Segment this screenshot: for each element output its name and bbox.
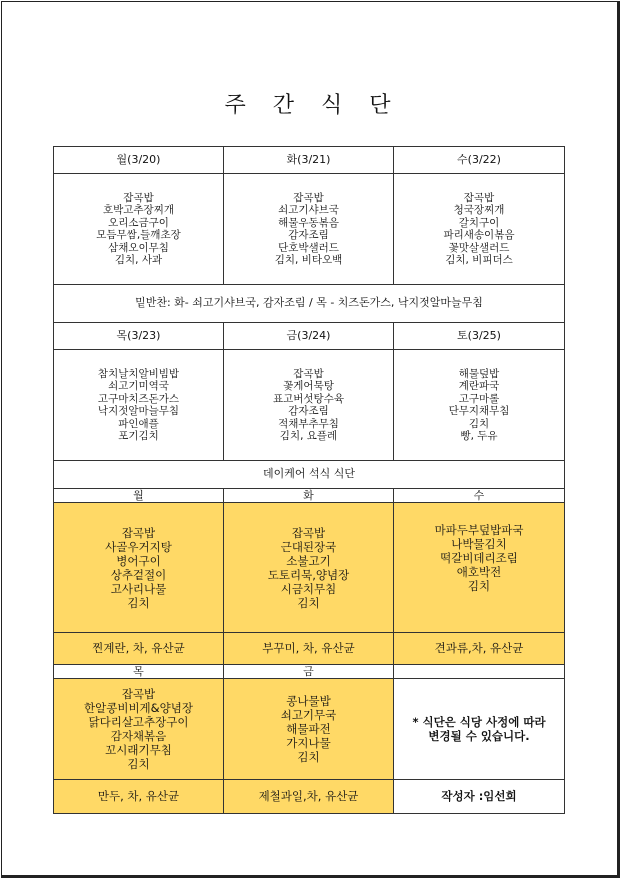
menu-item: 감자조림 <box>288 405 329 417</box>
day-header-tue: 화(3/21) <box>224 147 394 174</box>
menu-item: 쇠고기미역국 <box>108 380 169 392</box>
daycare-menu-wed <box>394 503 565 633</box>
menu-item: 고구마롤 <box>458 392 500 405</box>
daycare-header-empty <box>394 665 565 679</box>
menu-item: 쇠고기샤브국 <box>278 204 339 216</box>
menu-item: 근대된장국 <box>280 539 337 554</box>
daycare-menu-thu <box>54 679 224 780</box>
menu-item: 김치, 비타오백 <box>274 254 343 266</box>
menu-item: 김치 <box>127 757 150 771</box>
page-title: 주 간 식 단 <box>224 93 401 118</box>
daycare-snack-thu: 만두, 차, 유산균 <box>54 780 224 814</box>
daycare-snack-tue: 부꾸미, 차, 유산균 <box>224 633 394 665</box>
menu-cell-wed <box>394 174 565 285</box>
day-header-wed: 수(3/22) <box>394 147 565 174</box>
menu-item: 김치, 요플레 <box>279 430 338 442</box>
daycare-header-mon: 월 <box>54 489 224 503</box>
menu-table <box>53 146 565 814</box>
day-header-thu: 목(3/23) <box>54 323 224 350</box>
menu-item: 파리새송이볶음 <box>443 229 515 241</box>
menu-item: 해물덮밥 <box>458 367 500 380</box>
menu-item: 표고버섯탕수육 <box>272 392 344 405</box>
menu-item: 나박물김치 <box>451 537 507 551</box>
menu-item: 김치 <box>127 595 150 610</box>
menu-change-notice <box>394 679 565 780</box>
menu-item: 잡곡밥 <box>293 367 324 380</box>
menu-item: 사골우거지탕 <box>105 539 172 554</box>
menu-item: 꼬시래기무침 <box>105 743 172 757</box>
menu-item: 포기김치 <box>118 430 159 442</box>
menu-item: 삼채오이무침 <box>108 241 169 254</box>
day-header-sat: 토(3/25) <box>394 323 565 350</box>
daycare-menu-tue <box>224 503 394 633</box>
menu-item: 감자채볶음 <box>110 729 167 743</box>
menu-item: 갈치구이 <box>458 216 500 229</box>
menu-item: 감자조림 <box>288 229 329 241</box>
menu-item: 참치날치알비빔밥 <box>97 367 180 380</box>
menu-item: 김치, 사과 <box>114 254 163 266</box>
menu-cell-fri <box>224 350 394 461</box>
day-header-fri: 금(3/24) <box>224 323 394 350</box>
daycare-menu-mon <box>54 503 224 633</box>
menu-item: 김치, 비피더스 <box>445 254 513 266</box>
menu-item: 쇠고기무국 <box>280 708 337 722</box>
menu-cell-thu <box>54 350 224 461</box>
menu-item: 병어구이 <box>116 553 161 568</box>
menu-item: 단호박샐러드 <box>278 241 339 254</box>
menu-item: 모듬무쌈,들깨초장 <box>96 229 181 241</box>
menu-item: 호박고추장찌개 <box>102 204 174 216</box>
menu-item: 소불고기 <box>286 553 331 568</box>
daycare-snack-wed: 견과류,차, 유산균 <box>394 633 565 665</box>
menu-item: 김치 <box>468 417 490 430</box>
menu-item: 고구마치즈돈가스 <box>97 392 180 405</box>
menu-item: 한알콩비비게&양념장 <box>84 701 193 715</box>
menu-item: 콩나물밥 <box>286 694 331 708</box>
menu-item: 도토리묵,양념장 <box>267 567 350 582</box>
menu-item: 마파두부덮밥파국 <box>434 523 524 537</box>
daycare-title: 데이케어 석식 식단 <box>54 461 565 489</box>
menu-item: 빵, 두유 <box>460 430 498 442</box>
daycare-snack-fri: 제철과일,차, 유산균 <box>224 780 394 814</box>
menu-item: 해물우동볶음 <box>278 216 339 229</box>
menu-item: 애호박전 <box>456 565 502 579</box>
menu-item: 김치 <box>297 595 320 610</box>
menu-cell-mon <box>54 174 224 285</box>
menu-item: 잡곡밥 <box>291 525 326 540</box>
menu-item: 변경될 수 있습니다. <box>428 729 530 743</box>
menu-item: 김치 <box>297 750 320 764</box>
daycare-header-fri: 금 <box>224 665 394 679</box>
menu-item: 해물파전 <box>286 722 331 736</box>
menu-item: * 식단은 식당 사정에 따라 <box>412 715 546 729</box>
author-label: 작성자 :임선희 <box>394 780 565 814</box>
day-header-mon: 월(3/20) <box>54 147 224 174</box>
menu-item: 김치 <box>467 579 491 593</box>
menu-item: 잡곡밥 <box>463 191 495 204</box>
menu-item: 청국장찌개 <box>453 204 505 216</box>
menu-item: 잡곡밥 <box>123 191 154 204</box>
menu-item: 가지나물 <box>286 736 331 750</box>
menu-item: 오리소금구이 <box>108 216 169 229</box>
menu-item: 꽃맛살샐러드 <box>448 241 510 254</box>
menu-item: 시금치무침 <box>280 581 337 596</box>
daycare-header-thu: 목 <box>54 665 224 679</box>
daycare-header-tue: 화 <box>224 489 394 503</box>
menu-item: 적채부추무침 <box>278 417 339 430</box>
menu-item: 잡곡밥 <box>121 687 156 701</box>
menu-item: 닭다리살고추장구이 <box>88 715 189 729</box>
daycare-menu-fri <box>224 679 394 780</box>
menu-item: 떡갈비데리조림 <box>440 551 518 565</box>
menu-item: 고사리나물 <box>110 581 167 596</box>
menu-item: 잡곡밥 <box>121 525 156 540</box>
menu-cell-sat <box>394 350 565 461</box>
menu-item: 잡곡밥 <box>293 191 324 204</box>
menu-item: 단무지채무침 <box>448 405 510 417</box>
menu-item: 꽃게어묵탕 <box>283 380 334 392</box>
menu-item: 파인애플 <box>118 417 159 430</box>
menu-item: 계란파국 <box>458 380 500 392</box>
side-dish-note: 밑반찬: 화- 쇠고기샤브국, 감자조림 / 목 - 치즈돈가스, 낙지젓알마늘무침 <box>54 285 565 323</box>
daycare-header-wed: 수 <box>394 489 565 503</box>
menu-cell-tue <box>224 174 394 285</box>
daycare-snack-mon: 찐계란, 차, 유산균 <box>54 633 224 665</box>
menu-item: 상추겉절이 <box>110 567 167 582</box>
menu-item: 낙지젓알마늘무침 <box>97 405 180 417</box>
